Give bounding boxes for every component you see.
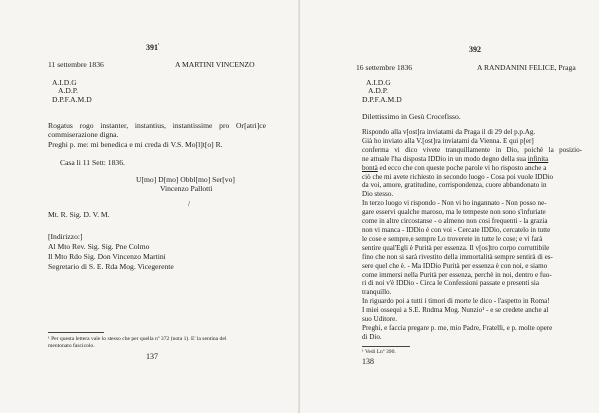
footnote-line-2: mentonato fascicolo. (48, 343, 95, 349)
initials-2: A.D.P. (58, 86, 79, 95)
indirizzo-3: Il Mto Rdo Sig. Don Vincenzo Martini (48, 252, 166, 261)
paragraph-1: Rispondo alla v[ost]ra inviatami da Praga il di 29 del p.p.Ag. Già ho inviato alla V.[ost]ra inviatami da Vienna. E qui p[er] conferma vi dico vivete tranquillamente in Dio, poichè la posizio- ne attuale l'ha disposta IDDio in un modo degno della sua infinita bontà ed ecco che con queste poche parole vi ho risposto anche a ciò che mi avete richiesto in secondo luogo - Cosa poi vuole IDDio da voi, amore, gratitudine, corrispondenza, cuore abbandonato in Dio stesso. (362, 128, 582, 199)
indirizzo-2: Al Mto Rev. Sig. Sig. Pne Colmo (48, 242, 150, 251)
closing-formula: U[mo] D[mo] Obbl[mo] Ser[vo] (136, 175, 235, 184)
paragraph-3: In riguardo poi a tutti i timori di morte le dico - l'aspetto in Roma! I miei ossequi a S.E. Rndma Mog. Nunzio¹ - e se credete anche al suo Uditore. (362, 297, 550, 324)
letter-recipient: A RANDANINI FELICE, Praga (477, 63, 576, 72)
letter-date: 11 settembre 1836 (48, 60, 104, 69)
address-line: Mt. R. Sig. D. V. M. (48, 210, 110, 219)
paragraph-2: In terzo luogo vi rispondo - Non vi ho ingannato - Non posso ne- gare esservi qualche maroso, ma le tempeste non sono s'infuriate come in altre circostanse - o almeno non cosi frequenti - la grazia non vi manca - IDDio è con voi - Cercate IDDio, cercatelo in tutte le cose e sempre,e sempre Lo troverete in tutte le cose; e vi farà sentire qual'Egli è Purità per essenza. Il v[os]tro corpo corruttibile fino che non si sarà rivestito della immortalità sempre sentirà di es- sere quel che è. - Ma IDDio Purità per essenza è con noi, e siamo come immersi nella Purità per essenza, perchè in noi, dentro e fuo- ri di noi v'è IDDio - Circa le Confessioni passate e presenti sia tranquillo. (362, 199, 553, 297)
letter-body (362, 128, 582, 342)
page-number-bottom: 137 (146, 352, 158, 361)
page-number-top: 392 (469, 45, 481, 54)
initials-3: D.P.F.A.M.D (52, 95, 92, 104)
mark: / (188, 199, 191, 208)
initials-2: A.D.P. (368, 86, 389, 95)
initials-1: A.I.D.G (52, 78, 77, 87)
letter-recipient: A MARTINI VINCENZO (175, 60, 255, 69)
paragraph-rogatus: Rogatus rogo instanter, instantius, instantissime pro Or[atri]ce commiserazione digna. (48, 121, 266, 139)
footnote: ¹ Vedi Lnº 390. (362, 349, 396, 355)
right-page (300, 0, 599, 413)
indirizzo-4: Segretario di S. E. Rda Mog. Vicegerente (48, 262, 174, 271)
footnote-rule (362, 346, 410, 347)
indirizzo-1: [Indirizzo:] (48, 232, 83, 241)
initials-3: D.P.F.A.M.D (362, 95, 402, 104)
initials-1: A.I.D.G (366, 78, 391, 87)
paragraph-preghi: Preghi p. me: mi benedica e mi creda di V.S. Mo[l]t[o] R. (48, 140, 223, 149)
place-date: Casa li 11 Sett: 1836. (60, 158, 125, 167)
page-number-top: $391^{^1}$ (146, 43, 160, 52)
paragraph-4: Preghi, e faccia pregare p. me, mio Padre, Fratelli, e p. molte opere di Dio. (362, 323, 553, 341)
footnote-rule (48, 332, 104, 333)
letter-date: 16 settembre 1836 (356, 63, 413, 72)
signature: Vincenzo Pallotti (160, 184, 213, 193)
left-page (0, 0, 299, 413)
page-number-bottom: 138 (362, 357, 374, 366)
footnote-line-1: ¹ Per questa lettera vale lo stesso che per quella nº 372 (nota 1). E' la sentina del (48, 336, 227, 342)
salutation: Dilettissimo in Gesù Crocefisso. (362, 112, 461, 121)
